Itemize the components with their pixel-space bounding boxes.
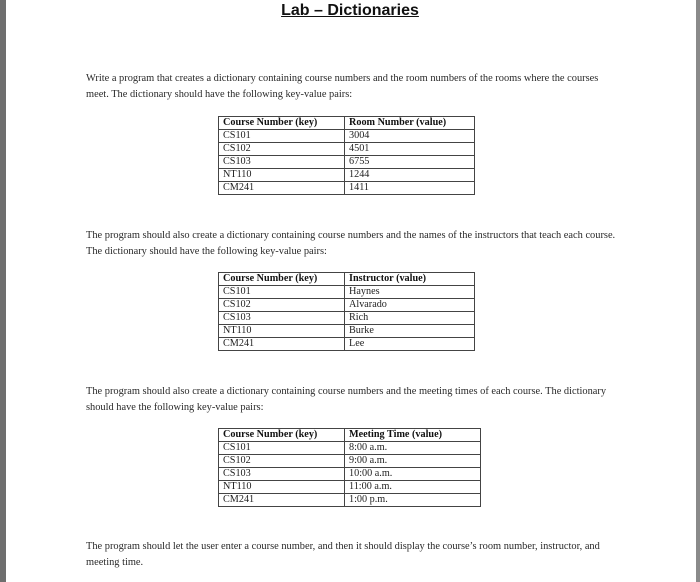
table-row: [219, 481, 481, 494]
meeting-times-table: [218, 428, 481, 507]
room-cell: 6755: [345, 156, 475, 169]
table-header-row: [219, 429, 481, 442]
table-row: [219, 494, 481, 507]
column-header-instructor: Instructor (value): [345, 273, 475, 286]
time-cell: 1:00 p.m.: [345, 494, 481, 507]
table-row: [219, 299, 475, 312]
table-row: [219, 130, 475, 143]
table-row: [219, 455, 481, 468]
room-cell: 1411: [345, 182, 475, 195]
course-cell: CS101: [219, 442, 345, 455]
column-header-meeting-time: Meeting Time (value): [345, 429, 481, 442]
paragraph-rooms-intro: Write a program that creates a dictionary containing course numbers and the room numbers of the rooms where the courses meet. The dictionary should have the following key-value pairs:: [86, 73, 599, 100]
paragraph-instructors-intro: The program should also create a dictionary containing course numbers and the names of the instructors that teach each course. The dictionary should have the following key-value pairs:: [86, 230, 616, 257]
paragraph-program-summary: The program should let the user enter a course number, and then it should display the course’s room number, instructor, and meeting time.: [86, 541, 600, 568]
course-cell: CS103: [219, 468, 345, 481]
course-cell: CM241: [219, 338, 345, 351]
course-cell: CM241: [219, 494, 345, 507]
course-cell: NT110: [219, 325, 345, 338]
instructor-cell: Lee: [345, 338, 475, 351]
table-row: [219, 169, 475, 182]
instructor-cell: Haynes: [345, 286, 475, 299]
course-cell: NT110: [219, 169, 345, 182]
room-cell: 1244: [345, 169, 475, 182]
column-header-course-number: Course Number (key): [219, 429, 345, 442]
column-header-course-number: Course Number (key): [219, 117, 345, 130]
left-page-edge: [0, 0, 6, 582]
table-row: [219, 156, 475, 169]
course-cell: CS102: [219, 299, 345, 312]
room-cell: 3004: [345, 130, 475, 143]
course-cell: CS102: [219, 143, 345, 156]
table-row: [219, 286, 475, 299]
rooms-table: [218, 116, 475, 195]
table-row: [219, 182, 475, 195]
instructor-cell: Burke: [345, 325, 475, 338]
column-header-room-number: Room Number (value): [345, 117, 475, 130]
course-cell: CS103: [219, 156, 345, 169]
table-header-row: [219, 117, 475, 130]
table-row: [219, 325, 475, 338]
course-cell: CS103: [219, 312, 345, 325]
course-cell: CS102: [219, 455, 345, 468]
time-cell: 9:00 a.m.: [345, 455, 481, 468]
table-row: [219, 468, 481, 481]
course-cell: CS101: [219, 286, 345, 299]
page-title: Lab – Dictionaries: [281, 2, 419, 19]
table-row: [219, 338, 475, 351]
course-cell: CM241: [219, 182, 345, 195]
table-header-row: [219, 273, 475, 286]
instructors-table: [218, 272, 475, 351]
right-page-edge: [696, 0, 700, 582]
course-cell: NT110: [219, 481, 345, 494]
time-cell: 11:00 a.m.: [345, 481, 481, 494]
instructor-cell: Alvarado: [345, 299, 475, 312]
time-cell: 8:00 a.m.: [345, 442, 481, 455]
course-cell: CS101: [219, 130, 345, 143]
paragraph-times-intro: The program should also create a dictionary containing course numbers and the meeting times of each course. The dictionary should have the following key-value pairs:: [86, 386, 607, 413]
column-header-course-number: Course Number (key): [219, 273, 345, 286]
room-cell: 4501: [345, 143, 475, 156]
time-cell: 10:00 a.m.: [345, 468, 481, 481]
table-row: [219, 442, 481, 455]
instructor-cell: Rich: [345, 312, 475, 325]
table-row: [219, 143, 475, 156]
table-row: [219, 312, 475, 325]
